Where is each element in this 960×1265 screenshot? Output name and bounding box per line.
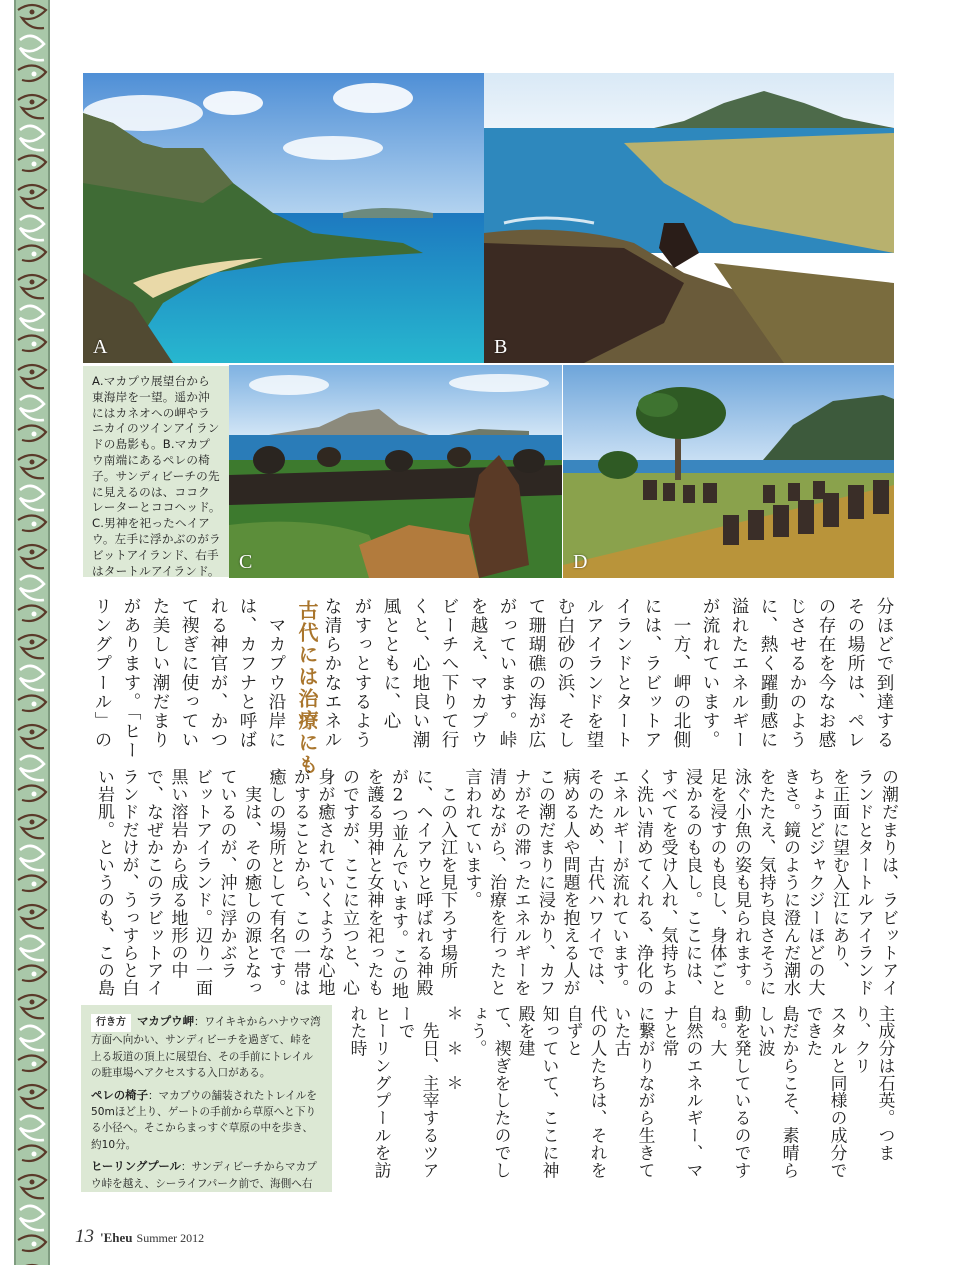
article-line: くと、心地良い潮 xyxy=(410,597,430,750)
article-line: 足を浸すのも良し、身体ごと xyxy=(706,768,727,997)
article-line: が流れています。 xyxy=(700,597,720,750)
article-line: て、禊ぎをしたのでしょう。 xyxy=(468,1005,512,1179)
article-line: に、ヘイアウと呼ばれる神殿 xyxy=(412,768,433,997)
article-line: の存在を今なお感 xyxy=(816,597,836,750)
info-item-peles-chair xyxy=(91,1087,322,1154)
article-line: 言われています。 xyxy=(461,768,482,909)
article-line: い岩肌。というのも、この島 xyxy=(94,768,114,997)
magazine-name: 'Eheu xyxy=(100,1230,133,1245)
photo-caption: A.マカプウ展望台から東海岸を一望。遥か沖にはカネオヘの岬やラニカイのツインアイランドの島影も。B.マカプウ南端にあるペレの椅子。サンディビーチの先に見えるのは、ココクレーターとココヘッド。C.男神を祀ったヘイアウ。左手に浮かぶのがラビットアイランド、右手はタートルアイランド。 xyxy=(83,366,229,577)
article-line: で、なぜかこのラビットアイ xyxy=(143,768,163,997)
article-line: む白砂の浜、そし xyxy=(555,597,575,750)
article-line: 浸かるのも良し。ここには、 xyxy=(682,768,702,997)
article-line: は、カフナと呼ば xyxy=(237,597,257,750)
article-line: に、熱く躍動感に xyxy=(758,597,778,750)
article-line: そのため、古代ハワイでは、 xyxy=(584,768,604,997)
article-line: 清めながら、治療を行ったと xyxy=(486,768,506,997)
article-line: 自然のエネルギー、マナと常 xyxy=(660,1005,704,1179)
article-line: な清らかなエネル xyxy=(322,597,342,750)
info-item-name: ヒーリングプール xyxy=(91,1159,181,1174)
photo-letter: A xyxy=(93,336,108,358)
article-line: を護る男神と女神を祀ったも xyxy=(363,768,384,997)
article-line: がっています。峠 xyxy=(497,597,517,750)
article-line: がすっとするよう xyxy=(352,597,372,750)
article-line: 黒い溶岩から成る地形の中 xyxy=(167,768,188,980)
article-line: 知っていて、ここに神殿を建 xyxy=(516,1005,560,1179)
photo-a-makapuu-lookout xyxy=(83,73,484,363)
article-line: をたたえ、気持ち良さそうに xyxy=(755,768,776,997)
article-line: 主成分は石英。つまり、クリ xyxy=(852,1005,896,1162)
article-line: があります。「ヒー xyxy=(121,597,141,761)
info-item-makapuu xyxy=(91,1013,322,1082)
access-info-box xyxy=(81,1005,332,1192)
article-line: ているのが、沖に浮かぶラ xyxy=(216,768,237,980)
article-line: 泳ぐ小魚の姿も見られます。 xyxy=(731,768,751,997)
article-upper-left xyxy=(80,597,290,767)
article-line: ナがその滞ったエネルギーを xyxy=(510,768,531,997)
access-tag: 行き方 xyxy=(91,1014,131,1032)
article-line: きさ。鏡のように澄んだ潮水 xyxy=(780,768,800,997)
article-line: れる神官が、かつ xyxy=(208,597,228,750)
article-line: この入江を見下ろす場所 xyxy=(437,768,457,980)
article-line: じさせるかのよう xyxy=(787,597,807,750)
article-line: を越え、マカプウ xyxy=(468,597,488,750)
article-line: ビットアイランド。辺り一面 xyxy=(192,768,212,997)
article-line: ビーチへ下りて行 xyxy=(439,597,459,750)
photo-letter: B xyxy=(494,336,508,358)
article-line: 代の人たちは、それを自ずと xyxy=(564,1005,608,1179)
info-item-text: ：マカプウの舗装されたトレイルを50mほど上り、ゲートの手前から草原へと下りる小径へ。そこからまっすぐ草原の中を歩き、約10分。 xyxy=(91,1089,317,1151)
photo-c-male-heiau xyxy=(229,365,562,578)
photo-letter: D xyxy=(573,551,588,573)
article-line: エネルギーが流れています。 xyxy=(608,768,629,997)
article-line: く洗い清めてくれる、浄化の xyxy=(633,768,653,997)
article-line: ランドだけが、うっすらと白 xyxy=(118,768,139,997)
article-line: 溢れたエネルギー xyxy=(729,597,749,750)
info-item-text: ：サンディビーチからマカプウ峠を越え、シーライフパーク前で、海側へ右 xyxy=(91,1161,317,1190)
article-line: ルアイランドを望 xyxy=(584,597,604,750)
article-line: イランドとタート xyxy=(613,597,633,750)
page-footer xyxy=(75,1226,204,1248)
article-line: 一方、岬の北側 xyxy=(671,597,691,750)
article-line: を正面に望む入江にあり、 xyxy=(829,768,849,980)
article-line: のですが、ここに立つと、心 xyxy=(339,768,359,997)
article-lower-right xyxy=(345,1005,898,1192)
issue-label: Summer 2012 xyxy=(136,1231,205,1245)
tribal-pattern-icon xyxy=(14,0,50,1265)
article-line: て禊ぎに使ってい xyxy=(179,597,199,750)
section-divider: ＊ ＊ ＊ xyxy=(444,1005,464,1092)
article-line: 先日、主宰するツアーで xyxy=(396,1005,440,1179)
article-line: その場所は、ペレ xyxy=(845,597,865,750)
article-line: 動を発しているのですね。大 xyxy=(708,1005,752,1179)
info-item-healing-pool xyxy=(91,1158,322,1192)
article-line: 病める人や問題を抱える人が xyxy=(559,768,580,997)
article-line: この潮だまりに浸かり、カフ xyxy=(535,768,555,997)
article-line: リングプール」の xyxy=(92,597,112,750)
article-line: 身が癒されていくような心地 xyxy=(314,768,335,997)
article-line: マカプウ沿岸に xyxy=(266,597,286,750)
article-line: 風とともに、心 xyxy=(381,597,401,731)
article-middle xyxy=(80,768,900,1003)
page-number: 13 xyxy=(75,1226,94,1247)
article-line: 癒しの場所として有名です。 xyxy=(265,768,286,997)
article-line: すべてを受け入れ、気持ちよ xyxy=(657,768,678,997)
article-line: 分ほどで到達する xyxy=(874,597,894,750)
info-item-name: マカプウ岬 xyxy=(137,1014,194,1028)
article-line: 島だからこそ、素晴らしい波 xyxy=(756,1005,800,1179)
article-line: ちょうどジャクジーほどの大 xyxy=(804,768,825,997)
article-line: ヒーリングプールを訪れた時 xyxy=(348,1005,392,1179)
article-line: の潮だまりは、ラビットアイ xyxy=(878,768,898,997)
photo-b-peles-chair xyxy=(484,73,894,363)
photo-d-female-heiau xyxy=(563,365,894,578)
info-item-text: ：ワイキキからハナウマ湾方面へ向かい、サンディビーチを過ぎて、峠を上る坂道の頂上に展望台、その手前にトレイルの駐車場へアクセスする入口がある。 xyxy=(91,1016,321,1080)
article-line: に繋がりながら生きていた古 xyxy=(612,1005,656,1179)
decorative-border xyxy=(0,0,62,1265)
article-line: が2つ並んでいます。この地 xyxy=(388,768,408,1000)
article-line: ランドとタートルアイランド xyxy=(853,768,874,997)
section-heading: 古代には治療にも xyxy=(295,600,319,776)
article-line: 実は、その癒しの源となっ xyxy=(241,768,261,997)
info-item-name: ペレの椅子 xyxy=(91,1087,148,1102)
article-line: には、ラビットア xyxy=(642,597,662,750)
article-line: て珊瑚礁の海が広 xyxy=(526,597,546,750)
article-line: がすることから、この一帯は xyxy=(290,768,310,997)
photo-letter: C xyxy=(239,551,253,573)
article-line: スタルと同様の成分でできた xyxy=(804,1005,848,1179)
article-line: た美しい潮だまり xyxy=(150,597,170,750)
